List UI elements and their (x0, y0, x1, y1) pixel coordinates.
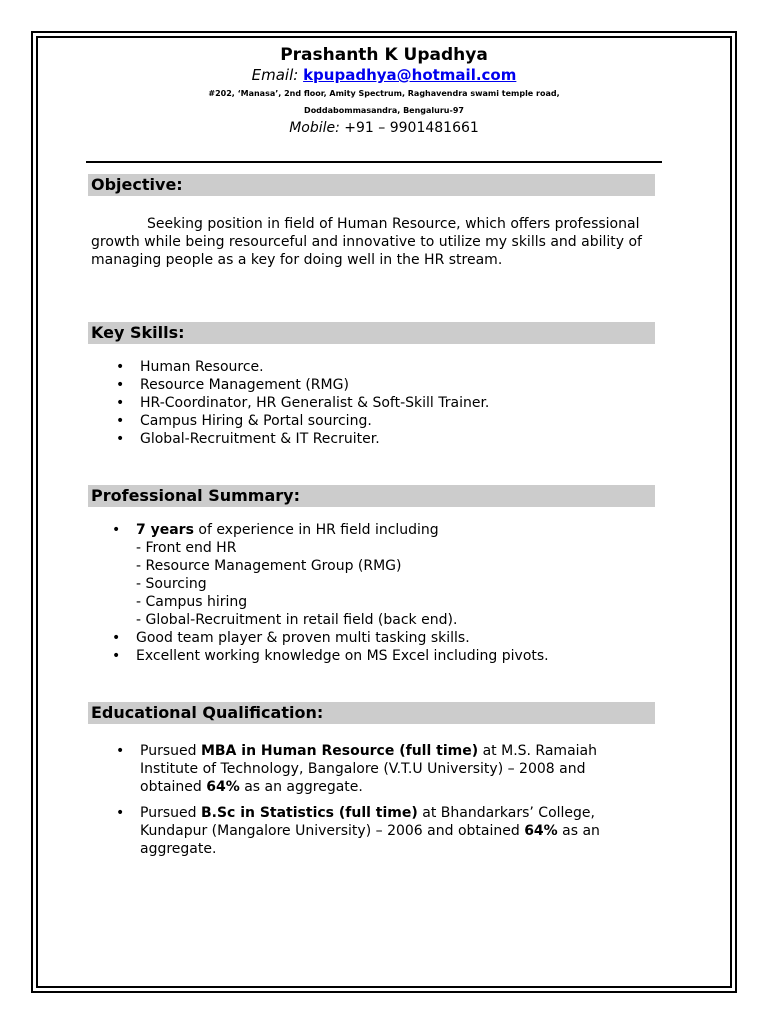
education-item-mba (116, 742, 646, 796)
education-list (116, 742, 646, 866)
education-text: at M.S. Ramaiah Institute of Technology, Bangalore (V.T.U University) – 2008 and obtained (140, 743, 597, 795)
degree-name: MBA in Human Resource (full time) (200, 743, 479, 759)
mobile-label: Mobile: (289, 120, 340, 136)
skill-item: • Global-Recruitment & IT Recruiter. (116, 430, 656, 448)
experience-text: of experience in HR field including (193, 522, 439, 538)
summary-sub-item: - Campus hiring (136, 594, 248, 610)
resume-header (40, 44, 728, 138)
degree-percentage: 64% (206, 779, 240, 795)
mobile-number: +91 – 9901481661 (344, 120, 479, 136)
address-line-2: Doddabommasandra, Bengaluru-97 (304, 106, 464, 115)
education-text: as an aggregate. (239, 779, 363, 795)
key-skills-heading: Key Skills: (88, 322, 655, 344)
objective-heading: Objective: (88, 174, 655, 196)
education-item-bsc (116, 804, 646, 858)
mobile-line (40, 119, 728, 138)
professional-summary-heading: Professional Summary: (88, 485, 655, 507)
experience-years: 7 years (136, 522, 194, 538)
summary-sub-item: - Global-Recruitment in retail field (back end). (136, 612, 458, 628)
email-link[interactable]: kpupadhya@hotmail.com (303, 66, 517, 84)
email-label: Email: (251, 66, 299, 84)
education-text: Pursued (140, 805, 201, 821)
address-line-1: #202, ‘Manasa’, 2nd floor, Amity Spectrum, Raghavendra swami temple road, (208, 89, 560, 98)
skill-item: • HR-Coordinator, HR Generalist & Soft-Skill Trainer. (116, 394, 656, 412)
education-text: at Bhandarkars’ College, Kundapur (Mangalore University) – 2006 and obtained (140, 805, 595, 839)
education-text: Pursued (140, 743, 201, 759)
skill-item: • Campus Hiring & Portal sourcing. (116, 412, 656, 430)
key-skills-list (116, 358, 656, 448)
summary-sub-item: - Front end HR (136, 540, 237, 556)
education-heading: Educational Qualification: (88, 702, 655, 724)
degree-percentage: 64% (524, 823, 558, 839)
degree-name: B.Sc in Statistics (full time) (200, 805, 418, 821)
skill-item: • Human Resource. (116, 358, 656, 376)
professional-summary-list (112, 521, 657, 665)
summary-item: • Excellent working knowledge on MS Excel including pivots. (112, 647, 657, 665)
header-divider (86, 161, 662, 163)
summary-sub-item: - Resource Management Group (RMG) (136, 558, 402, 574)
email-line (40, 66, 728, 85)
education-text: as an aggregate. (140, 823, 600, 857)
skill-item: • Resource Management (RMG) (116, 376, 656, 394)
summary-sub-item: - Sourcing (136, 576, 207, 592)
objective-text: Seeking position in field of Human Resource, which offers professional growth while being resourceful and innovative to utilize my skills and ability of managing people as a key for doing well in the HR stream. (91, 216, 642, 268)
candidate-name: Prashanth K Upadhya (280, 45, 488, 65)
summary-item-experience (112, 521, 657, 629)
summary-item: • Good team player & proven multi tasking skills. (112, 629, 657, 647)
